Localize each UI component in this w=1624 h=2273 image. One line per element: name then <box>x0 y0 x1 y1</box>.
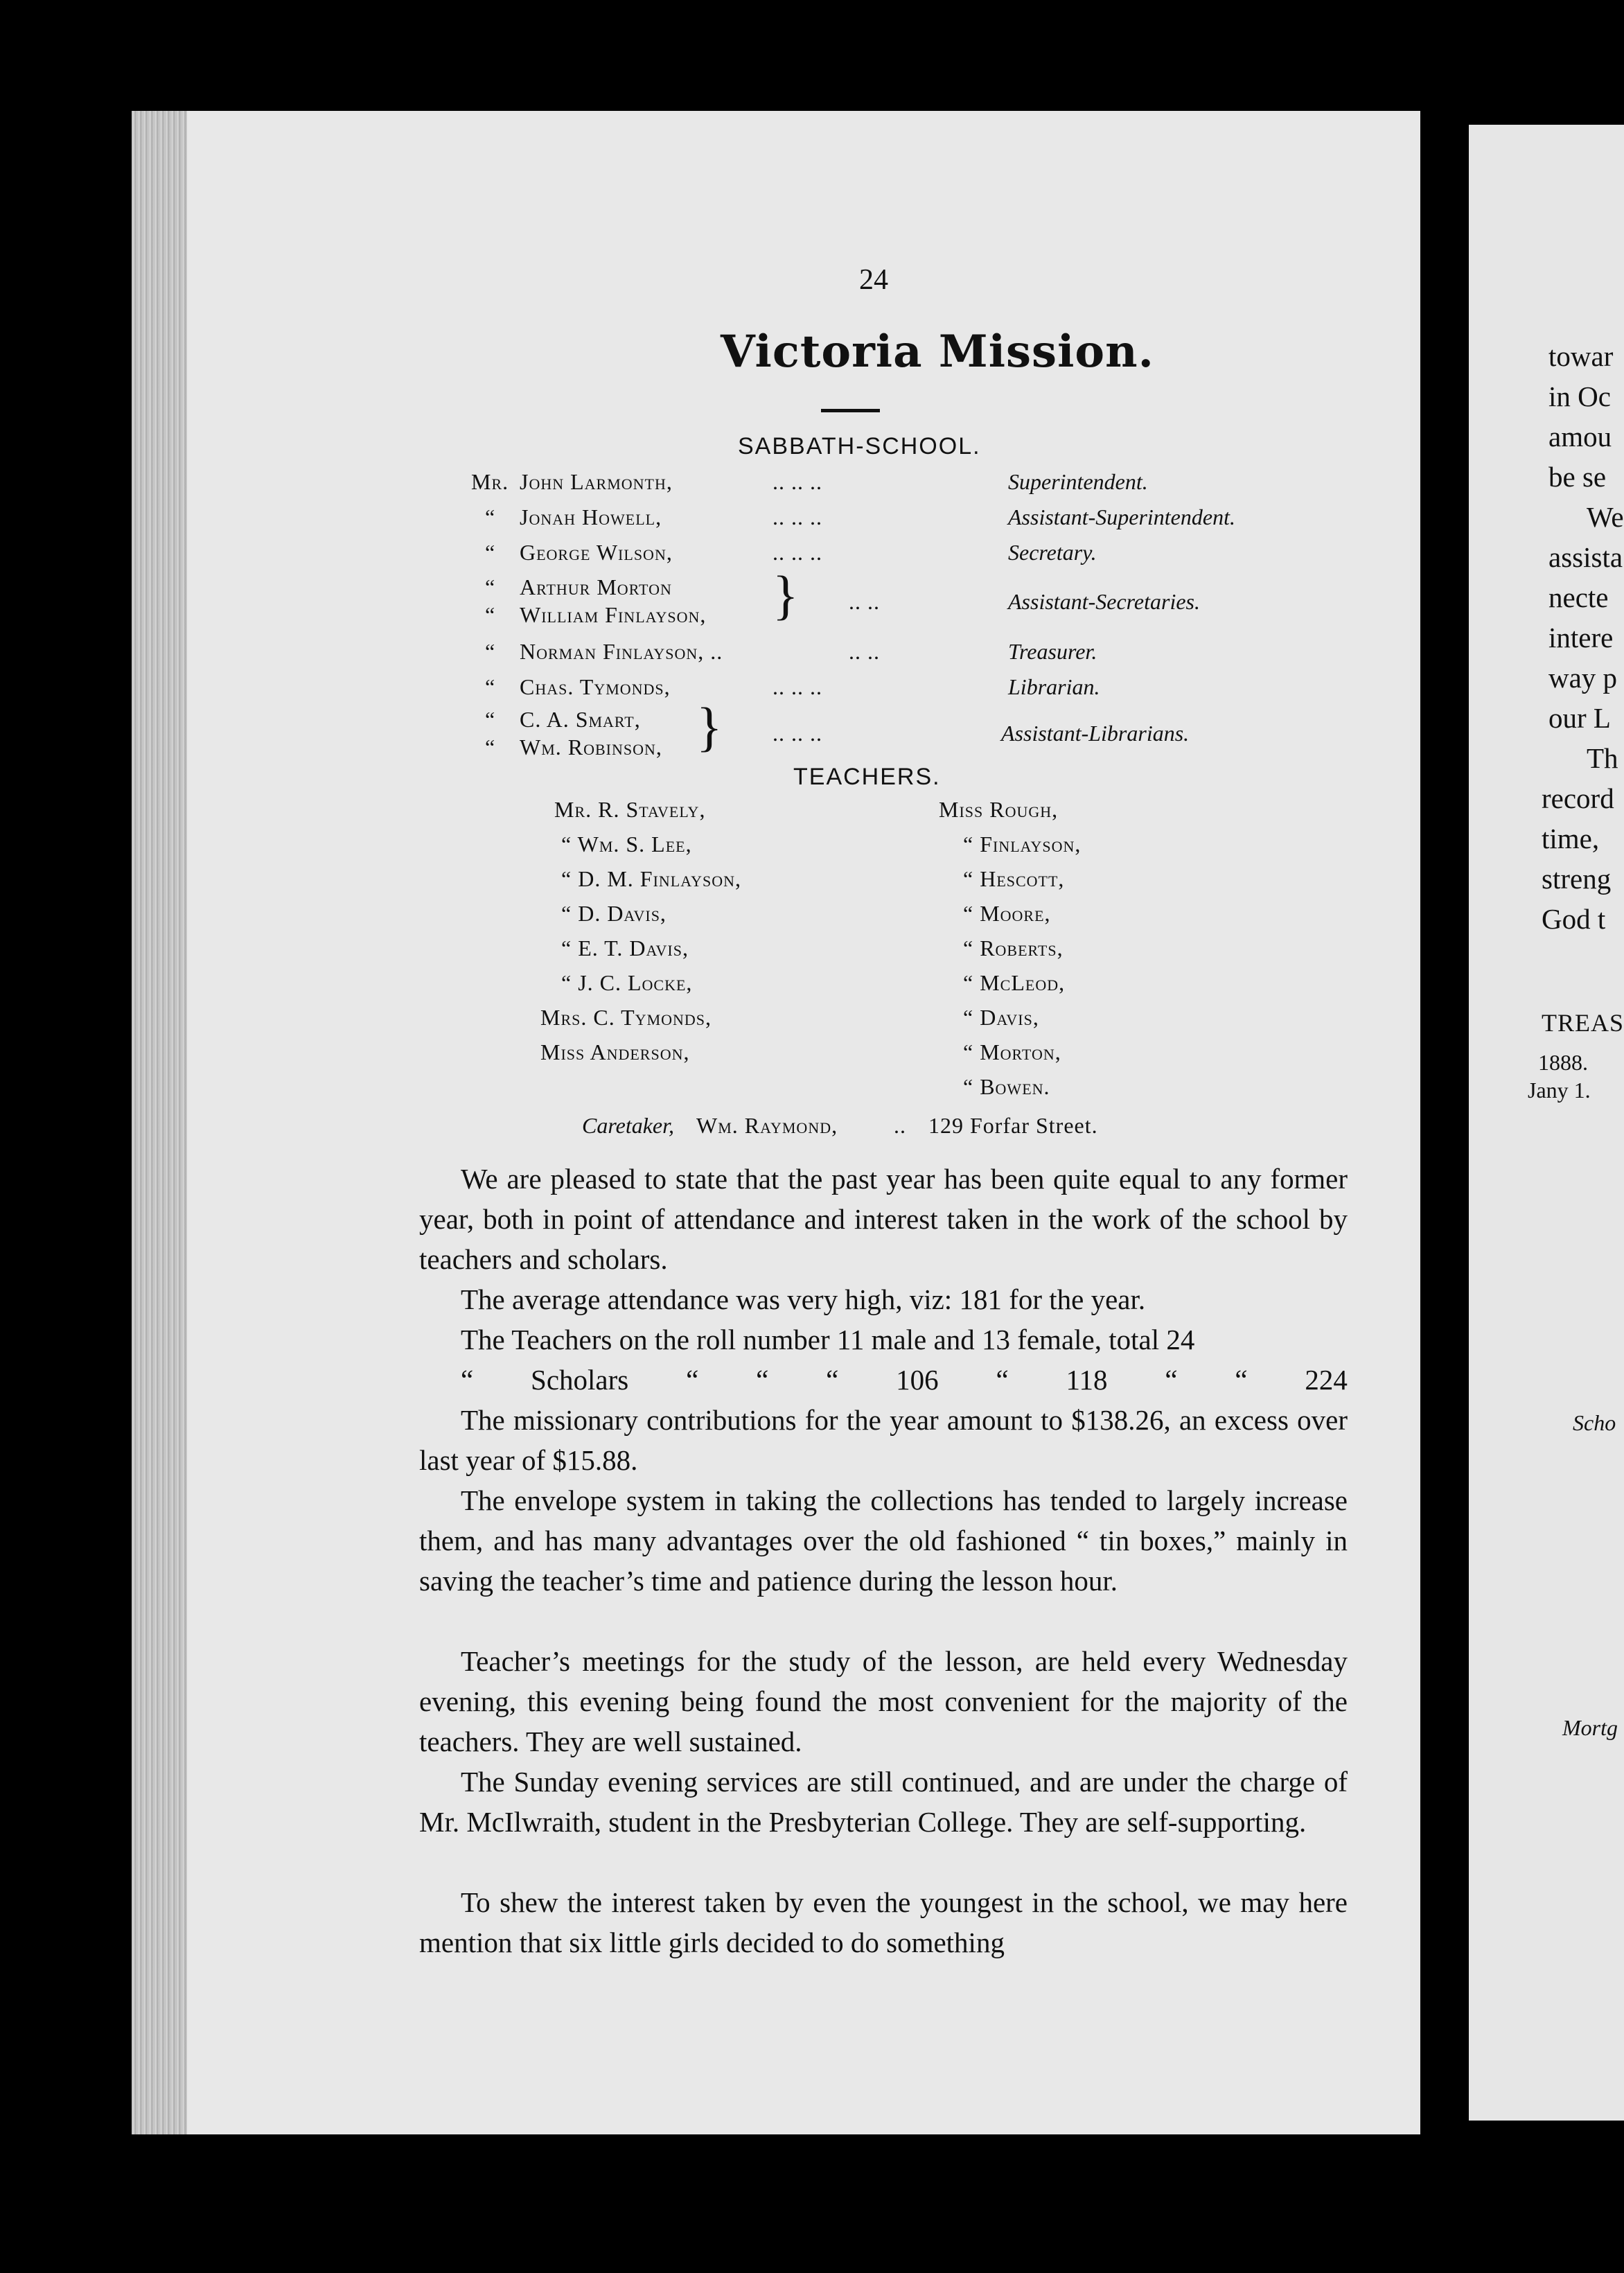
officer-name: Wm. Robinson, <box>520 735 662 760</box>
officer-role: Secretary. <box>1008 540 1097 565</box>
right-page-text: Scho <box>1573 1410 1616 1435</box>
right-page-text: way p <box>1548 662 1618 694</box>
officer-prefix: “ <box>485 574 496 599</box>
teacher-left: “ E. T. Davis, <box>561 936 689 960</box>
caretaker-name: Wm. Raymond, <box>696 1113 838 1138</box>
right-page-text: towar <box>1548 340 1614 372</box>
right-page-text: Jany 1. <box>1528 1078 1591 1103</box>
right-page-text: in Oc <box>1548 380 1611 412</box>
teacher-right: “ Bowen. <box>963 1074 1050 1099</box>
scholars-male: 106 <box>896 1364 939 1396</box>
right-page-text: amou <box>1548 421 1612 453</box>
teacher-left: “ D. Davis, <box>561 901 667 926</box>
officer-name: George Wilson, <box>520 540 673 565</box>
brace-icon: } <box>773 565 799 625</box>
right-page-text: Mortg <box>1562 1715 1618 1740</box>
officer-dots: .. .. .. <box>773 504 822 529</box>
right-page-text: assista <box>1548 541 1623 573</box>
officer-dots: .. .. .. <box>773 469 822 494</box>
officer-name: Norman Finlayson, .. <box>520 639 723 664</box>
right-page-text: our L <box>1548 702 1611 734</box>
right-page-text: record <box>1542 782 1614 814</box>
officer-prefix: “ <box>485 674 496 699</box>
officer-name: Chas. Tymonds, <box>520 674 671 699</box>
right-page-text: Th <box>1587 742 1618 774</box>
right-page-text: We <box>1587 501 1624 533</box>
paragraph: Teacher’s meetings for the study of the lesson, are held every Wednesday evening, this evening being found the most convenient for the majority of the teachers. They are well sustained. <box>419 1645 1348 1757</box>
caretaker-label: Caretaker, <box>582 1113 675 1138</box>
teacher-right: “ Hescott, <box>963 866 1065 891</box>
scholars-row <box>461 1360 1348 1400</box>
officer-role: Assistant-Superintendent. <box>1008 504 1235 529</box>
teacher-left: “ D. M. Finlayson, <box>561 866 741 891</box>
officer-name: William Finlayson, <box>520 602 707 627</box>
officer-prefix: “ <box>485 540 496 565</box>
officer-dots: .. .. <box>849 639 880 664</box>
paragraph: The Teachers on the roll number 11 male and 13 female, total 24 <box>461 1324 1195 1355</box>
teacher-right: “ Morton, <box>963 1039 1061 1064</box>
ditto-mark: “ <box>1165 1364 1178 1396</box>
right-page-text: intere <box>1548 622 1614 653</box>
teacher-left: “ Wm. S. Lee, <box>561 832 692 857</box>
teacher-right: Miss Rough, <box>939 797 1059 822</box>
paragraph: The missionary contributions for the year amount to $138.26, an excess over last year of $15.88. <box>419 1404 1348 1476</box>
ditto-mark: “ <box>461 1364 474 1396</box>
officer-dots: .. .. .. <box>773 721 822 746</box>
caretaker-address: 129 Forfar Street. <box>928 1113 1098 1138</box>
officer-dots: .. .. <box>849 589 880 614</box>
officer-name: C. A. Smart, <box>520 707 641 732</box>
right-page-text: time, <box>1542 823 1600 854</box>
ditto-mark: “ <box>996 1364 1009 1396</box>
officer-dots: .. .. .. <box>773 540 822 565</box>
brace-icon: } <box>696 696 723 757</box>
officer-prefix: Mr. <box>471 469 509 494</box>
paragraph: The envelope system in taking the collections has tended to largely increase them, and has many advantages over the old fashioned “ tin boxes,” mainly in saving the teacher’s time and patience during the lesson hour. <box>419 1484 1348 1597</box>
teacher-right: “ Davis, <box>963 1005 1039 1030</box>
scholars-total: 224 <box>1305 1364 1348 1396</box>
teachers-heading: TEACHERS. <box>793 764 941 790</box>
officer-role: Superintendent. <box>1008 469 1148 494</box>
paragraph: The average attendance was very high, viz: 181 for the year. <box>461 1283 1146 1315</box>
officer-role: Assistant-Secretaries. <box>1008 589 1200 614</box>
officer-prefix: “ <box>485 707 496 732</box>
teacher-right: “ McLeod, <box>963 970 1066 995</box>
paragraph: To shew the interest taken by even the youngest in the school, we may here mention that six little girls decided to do something <box>419 1886 1348 1958</box>
scholars-label: Scholars <box>531 1364 629 1396</box>
right-page-text: God t <box>1542 903 1606 935</box>
officer-name: John Larmonth, <box>520 469 673 494</box>
teacher-right: “ Finlayson, <box>963 832 1082 857</box>
right-page-text: necte <box>1548 581 1609 613</box>
teacher-left: “ J. C. Locke, <box>561 970 693 995</box>
scholars-female: 118 <box>1066 1364 1108 1396</box>
page-title: Victoria Mission. <box>721 326 1154 378</box>
teacher-left: Mrs. C. Tymonds, <box>540 1005 712 1030</box>
page-number: 24 <box>859 264 888 296</box>
officer-role: Assistant-Librarians. <box>1001 721 1190 746</box>
right-page-text: streng <box>1542 863 1612 895</box>
officer-prefix: “ <box>485 735 496 760</box>
ditto-mark: “ <box>826 1364 839 1396</box>
officer-prefix: “ <box>485 602 496 627</box>
teacher-right: “ Moore, <box>963 901 1051 926</box>
officer-role: Treasurer. <box>1008 639 1097 664</box>
ditto-mark: “ <box>686 1364 699 1396</box>
paragraph: We are pleased to state that the past year has been quite equal to any former year, both in point of attendance and interest taken in the work of the school by teachers and scholars. <box>419 1163 1348 1275</box>
officer-dots: .. .. .. <box>773 674 822 699</box>
officer-prefix: “ <box>485 504 496 529</box>
right-page-text: TREAS <box>1542 1009 1624 1037</box>
teacher-left: Miss Anderson, <box>540 1039 690 1064</box>
teacher-right: “ Roberts, <box>963 936 1063 960</box>
right-page-text: 1888. <box>1538 1050 1588 1075</box>
sabbath-school-heading: SABBATH-SCHOOL. <box>738 433 981 459</box>
ditto-mark: “ <box>1235 1364 1248 1396</box>
caretaker-dots: .. <box>894 1113 906 1138</box>
officer-name: Jonah Howell, <box>520 504 662 529</box>
paragraph: The Sunday evening services are still continued, and are under the charge of Mr. McIlwraith, student in the Presbyterian College. They are self-supporting. <box>419 1766 1348 1838</box>
right-page-text: be se <box>1548 461 1607 493</box>
officer-name: Arthur Morton <box>520 574 672 599</box>
page-edge <box>132 111 187 2134</box>
officer-role: Librarian. <box>1008 674 1100 699</box>
title-rule <box>821 409 880 412</box>
teacher-left: Mr. R. Stavely, <box>554 797 706 822</box>
officer-prefix: “ <box>485 639 496 664</box>
ditto-mark: “ <box>756 1364 769 1396</box>
